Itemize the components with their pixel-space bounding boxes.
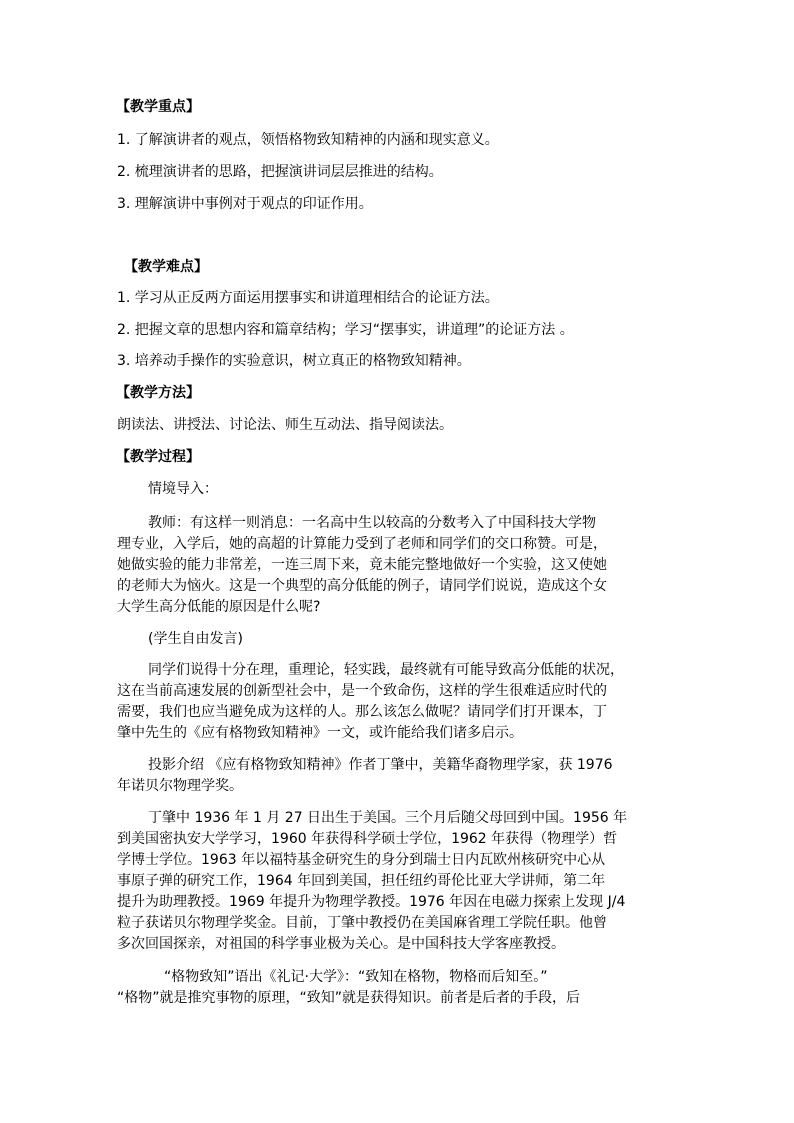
gewu-line-2: “格物”就是推究事物的原理，“致知”就是获得知识。前者是后者的手段，后 <box>117 990 581 1006</box>
discussion-line-2: 这在当前高速发展的创新型社会中，是一个致命伤，这样的学生很难适应时代的 <box>117 683 607 699</box>
heading-key-points: 【教学重点】 <box>116 99 200 115</box>
heading-methods: 【教学方法】 <box>116 385 200 401</box>
projection-line-2: 年诺贝尔物理学奖。 <box>117 778 243 794</box>
gewu-line-1: “格物致知”语出《礼记·大学》：“致知在格物，物格而后知至。” <box>164 969 548 985</box>
bio-line-3: 学博士学位。1963 年以福特基金研究生的身分到瑞士日内瓦欧州核研究中心从 <box>117 852 606 868</box>
teacher-line-4: 的老师大为恼火。这是一个典型的高分低能的例子，请同学们说说，造成这个女 <box>117 578 607 594</box>
heading-difficulties: 【教学难点】 <box>124 259 208 275</box>
bio-line-6: 粒子获诺贝尔物理学奖金。目前，丁肇中教授仍在美国麻省理工学院任职。他曾 <box>117 915 607 931</box>
key-point-1: 1. 了解演讲者的观点，领悟格物致知精神的内涵和现实意义。 <box>117 132 499 148</box>
key-point-3: 3. 理解演讲中事例对于观点的印证作用。 <box>117 196 373 212</box>
teacher-line-5: 大学生高分低能的原因是什么呢? <box>117 599 321 615</box>
bio-line-5: 提升为助理教授。1969 年提升为物理学教授。1976 年因在电磁力探索上发现 J/4 <box>117 894 626 910</box>
discussion-line-3: 需要，我们也应当避免成为这样的人。那么该怎么做呢？请同学们打开课本，丁 <box>117 704 607 720</box>
intro-label: 情境导入： <box>148 481 218 497</box>
discussion-line-4: 肇中先生的《应有格物致知精神》一文，或许能给我们诸多启示。 <box>117 725 523 741</box>
bio-line-1: 丁肇中 1936 年 1 月 27 日出生于美国。三个月后随父母回到中国。1956 年 <box>148 810 628 826</box>
projection-line-1: 投影介绍 《应有格物致知精神》作者丁肇中，美籍华裔物理学家，获 1976 <box>148 757 613 773</box>
teacher-line-3: 她做实验的能力非常差，一连三周下来，竟未能完整地做好一个实验，这又使她 <box>117 557 607 573</box>
student-note: (学生自由发言) <box>148 631 243 647</box>
bio-line-4: 事原子弹的研究工作，1964 年回到美国，担任纽约哥伦比亚大学讲师，第二年 <box>117 873 606 889</box>
difficulty-3: 3. 培养动手操作的实验意识，树立真正的格物致知精神。 <box>117 353 471 369</box>
discussion-line-1: 同学们说得十分在理，重理论，轻实践，最终就有可能导致高分低能的状况， <box>148 662 624 678</box>
bio-line-2: 到美国密执安大学学习，1960 年获得科学硕士学位，1962 年获得（物理学）哲 <box>117 831 618 847</box>
teacher-line-1: 教师：有这样一则消息：一名高中生以较高的分数考入了中国科技大学物 <box>148 515 596 531</box>
methods-text: 朗读法、讲授法、讨论法、师生互动法、指导阅读法。 <box>117 417 453 433</box>
heading-process: 【教学过程】 <box>116 449 200 465</box>
difficulty-2: 2. 把握文章的思想内容和篇章结构；学习“摆事实，讲道理”的论证方法 。 <box>117 322 574 338</box>
key-point-2: 2. 梳理演讲者的思路，把握演讲词层层推进的结构。 <box>117 164 443 180</box>
difficulty-1: 1. 学习从正反两方面运用摆事实和讲道理相结合的论证方法。 <box>117 290 499 306</box>
teacher-line-2: 理专业，入学后，她的高超的计算能力受到了老师和同学们的交口称赞。可是， <box>117 536 607 552</box>
bio-line-7: 多次回国探亲，对祖国的科学事业极为关心。是中国科技大学客座教授。 <box>117 936 565 952</box>
